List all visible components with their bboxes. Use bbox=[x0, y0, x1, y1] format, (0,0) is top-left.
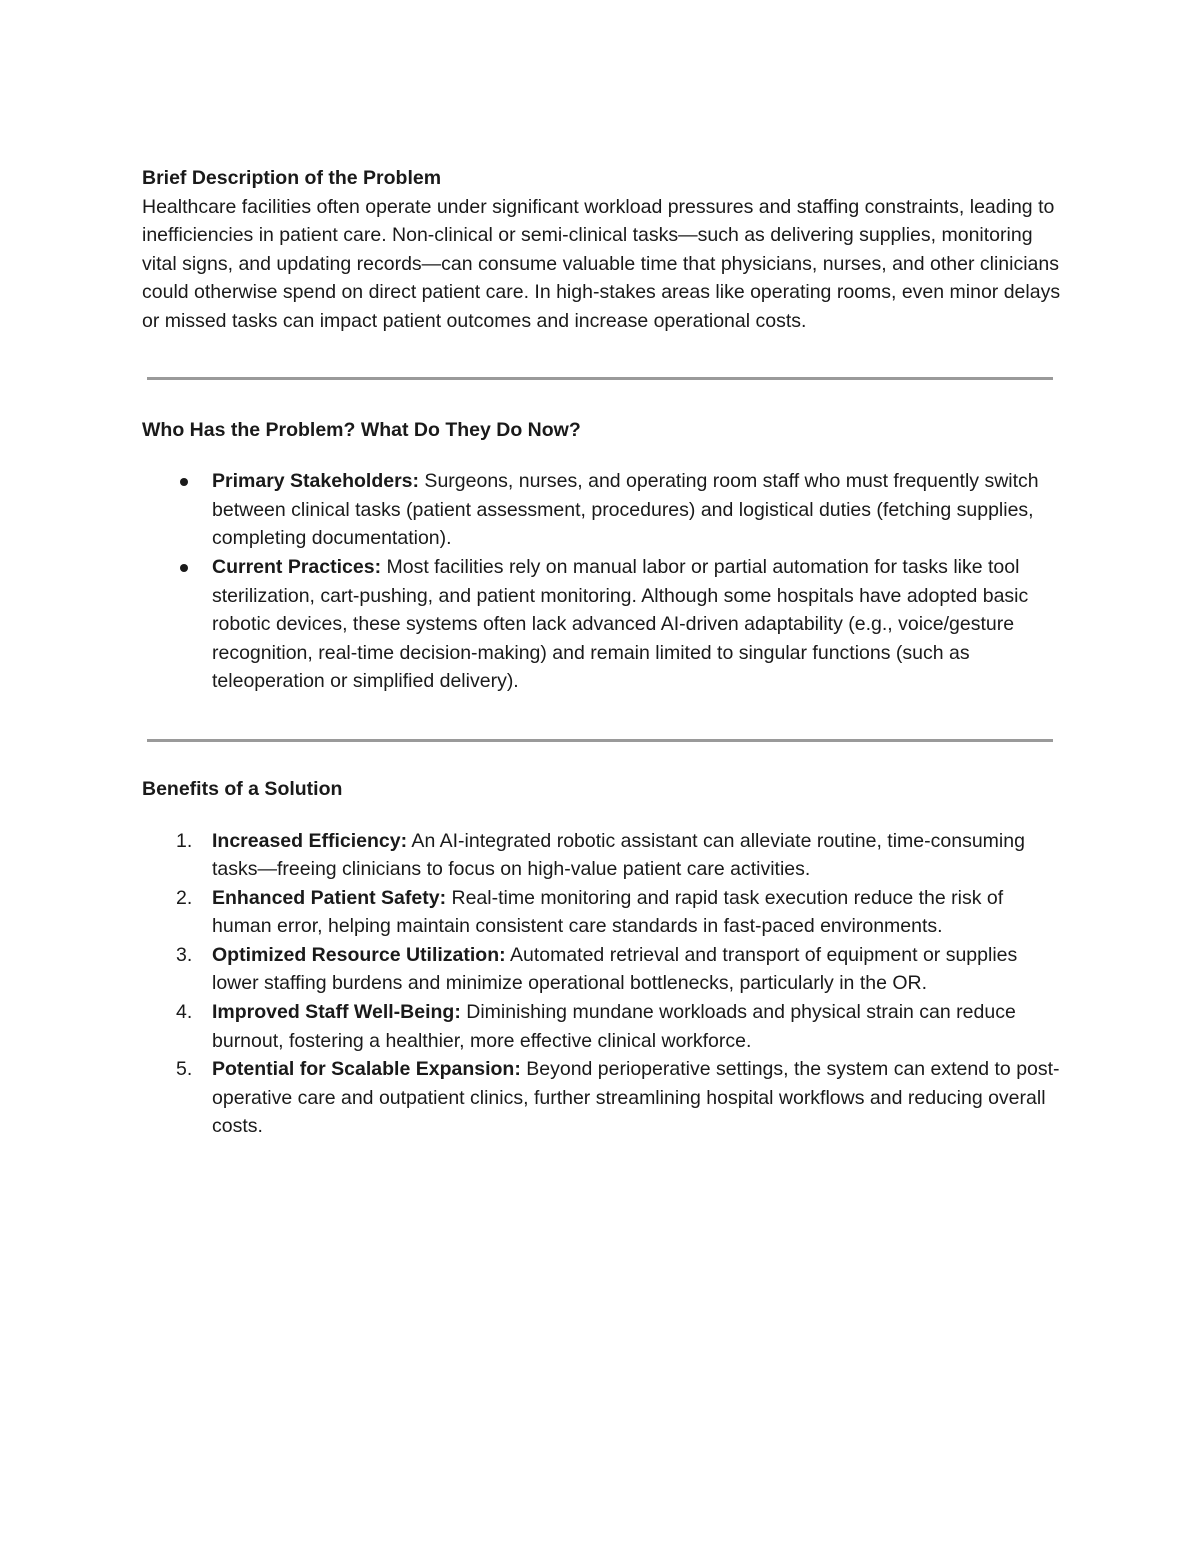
item-text: Diminishing mundane workloads and physical strain can reduce burnout, fostering a healthier, more effective clinical workforce. bbox=[212, 1001, 1016, 1052]
item-text: An AI-integrated robotic assistant can alleviate routine, time-consuming tasks—freeing clinicians to focus on high-value patient care activities. bbox=[212, 829, 1025, 881]
problem-description: Healthcare facilities often operate under significant workload pressures and staffing constraints, leading to inefficiencies in patient care. Non-clinical or semi-clinical tasks—such as delivering supplies, monitoring vital signs, and updating records—can consume valuable time that physicians, nurses, and other clinicians could otherwise spend on direct patient care. In high-stakes areas like operating rooms, even minor delays or missed tasks can impact patient outcomes and increase operational costs. bbox=[142, 195, 1061, 332]
item-text: Real-time monitoring and rapid task execution reduce the risk of human error, helping maintain consistent care standards in fast-paced environments. bbox=[212, 886, 1004, 938]
list-item bbox=[142, 553, 1067, 696]
list-item bbox=[142, 884, 1067, 941]
list-item bbox=[142, 827, 1067, 884]
item-label: Primary Stakeholders: bbox=[212, 470, 420, 493]
item-label: Potential for Scalable Expansion: bbox=[212, 1058, 521, 1081]
item-text: Surgeons, nurses, and operating room staff who must frequently switch between clinical tasks (patient assessment, procedures) and logistical duties (fetching supplies, completing documentation). bbox=[212, 470, 1039, 550]
item-label: Enhanced Patient Safety: bbox=[212, 886, 447, 909]
item-text: Beyond perioperative settings, the system can extend to post-operative care and outpatient clinics, further streamlining hospital workflows and reducing overall costs. bbox=[212, 1058, 1060, 1138]
section-heading-benefits: Benefits of a Solution bbox=[142, 777, 343, 800]
item-label: Improved Staff Well-Being: bbox=[212, 1001, 461, 1024]
horizontal-divider bbox=[147, 739, 1053, 742]
item-text: Most facilities rely on manual labor or partial automation for tasks like tool sterilization, cart-pushing, and patient monitoring. Although some hospitals have adopted basic robotic devices, these systems often lack advanced AI-driven adaptability (e.g., voice/gesture recognition, real-time decision-making) and remain limited to singular functions (such as teleoperation or simplified delivery). bbox=[212, 555, 1029, 693]
item-number: 1. bbox=[176, 829, 193, 852]
stakeholder-list bbox=[142, 467, 1067, 696]
item-text: Automated retrieval and transport of equipment or supplies lower staffing burdens and minimize operational bottlenecks, particularly in the OR. bbox=[212, 943, 1018, 995]
bullet-icon bbox=[180, 478, 188, 486]
horizontal-divider bbox=[147, 377, 1053, 380]
item-label: Current Practices: bbox=[212, 555, 382, 578]
item-label: Increased Efficiency: bbox=[212, 829, 408, 852]
bullet-icon bbox=[180, 564, 188, 572]
item-number: 2. bbox=[176, 886, 193, 909]
section-heading-problem: Brief Description of the Problem bbox=[142, 167, 442, 189]
list-item bbox=[142, 998, 1067, 1055]
benefits-list bbox=[142, 827, 1067, 1142]
list-item bbox=[142, 467, 1067, 553]
document-page bbox=[142, 164, 1067, 1141]
item-number: 4. bbox=[176, 1001, 193, 1024]
item-label: Optimized Resource Utilization: bbox=[212, 943, 506, 966]
item-number: 5. bbox=[176, 1058, 193, 1081]
list-item bbox=[142, 941, 1067, 998]
item-number: 3. bbox=[176, 943, 193, 966]
section-heading-who: Who Has the Problem? What Do They Do Now? bbox=[142, 418, 581, 441]
list-item bbox=[142, 1055, 1067, 1141]
